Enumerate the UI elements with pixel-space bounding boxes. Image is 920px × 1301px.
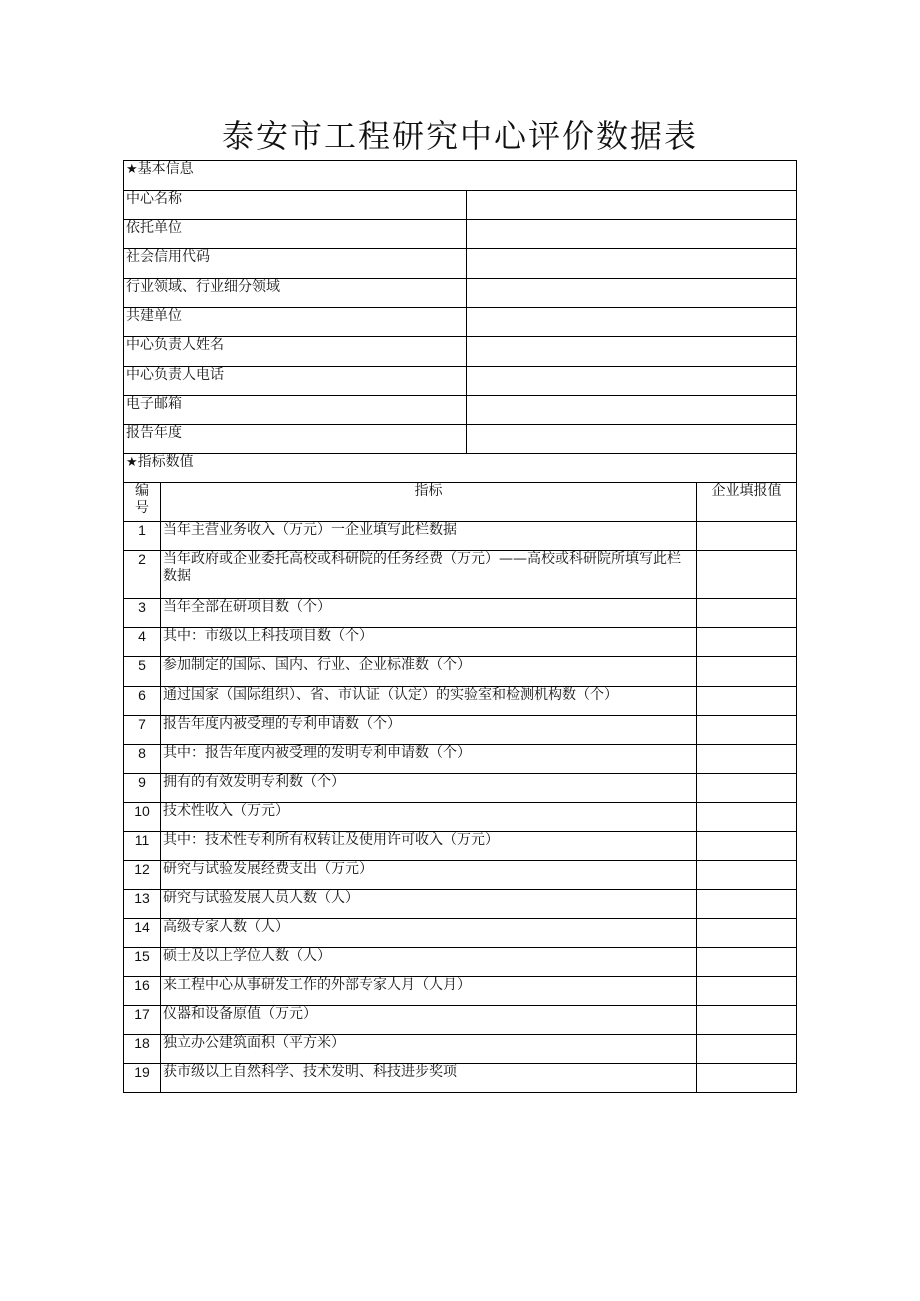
indicator-section-row — [124, 454, 797, 483]
basic-field-row — [124, 425, 797, 454]
basic-info-section-label: 基本信息 — [137, 161, 194, 177]
indicator-name: 参加制定的国际、国内、行业、企业标准数（个） — [161, 657, 697, 687]
number-column-header — [124, 483, 161, 522]
indicator-name: 当年主营业务收入（万元）一企业填写此栏数据 — [161, 522, 697, 551]
indicator-value-input[interactable] — [697, 977, 797, 1006]
indicator-row — [124, 551, 797, 599]
basic-field-label: 依托单位 — [124, 220, 467, 249]
indicator-name: 其中：市级以上科技项目数（个） — [161, 628, 697, 657]
page-title: 泰安市工程研究中心评价数据表 — [221, 117, 698, 155]
indicator-section-label: 指标数值 — [137, 454, 194, 470]
basic-field-label: 行业领域、行业细分领域 — [124, 279, 467, 308]
indicator-value-input[interactable] — [697, 803, 797, 832]
basic-field-row — [124, 367, 797, 396]
indicator-number: 1 — [124, 522, 161, 551]
basic-field-row — [124, 191, 797, 220]
indicator-number: 2 — [124, 551, 161, 599]
indicator-number: 16 — [124, 977, 161, 1006]
number-header-line2: 号 — [135, 500, 149, 516]
indicator-row — [124, 657, 797, 687]
basic-field-label: 中心负责人姓名 — [124, 337, 467, 367]
indicator-number: 4 — [124, 628, 161, 657]
indicator-name: 获市级以上自然科学、技术发明、科技进步奖项 — [161, 1064, 697, 1093]
basic-field-value-input[interactable] — [467, 249, 797, 279]
indicator-number: 6 — [124, 687, 161, 716]
basic-field-label: 中心负责人电话 — [124, 367, 467, 396]
indicator-row — [124, 948, 797, 977]
basic-field-value-input[interactable] — [467, 308, 797, 337]
basic-field-row — [124, 308, 797, 337]
indicator-name: 通过国家（国际组织）、省、市认证（认定）的实验室和检测机构数（个） — [161, 687, 697, 716]
basic-field-row — [124, 249, 797, 279]
indicator-row — [124, 803, 797, 832]
indicator-value-input[interactable] — [697, 948, 797, 977]
indicator-row — [124, 890, 797, 919]
indicator-value-input[interactable] — [697, 551, 797, 599]
indicator-row — [124, 977, 797, 1006]
indicator-value-input[interactable] — [697, 745, 797, 774]
indicator-name: 报告年度内被受理的专利申请数（个） — [161, 716, 697, 745]
indicator-name: 当年全部在研项目数（个） — [161, 599, 697, 628]
indicator-number: 9 — [124, 774, 161, 803]
indicator-name: 技术性收入（万元） — [161, 803, 697, 832]
indicator-section-header — [124, 454, 797, 483]
indicator-name: 硕士及以上学位人数（人） — [161, 948, 697, 977]
basic-field-row — [124, 220, 797, 249]
indicator-value-input[interactable] — [697, 1064, 797, 1093]
indicator-number: 17 — [124, 1006, 161, 1035]
indicator-name: 来工程中心从事研发工作的外部专家人月（人月） — [161, 977, 697, 1006]
basic-field-value-input[interactable] — [467, 279, 797, 308]
indicator-number: 12 — [124, 861, 161, 890]
basic-field-value-input[interactable] — [467, 337, 797, 367]
indicator-value-input[interactable] — [697, 687, 797, 716]
basic-field-label: 电子邮箱 — [124, 396, 467, 425]
indicator-row — [124, 687, 797, 716]
indicator-row — [124, 919, 797, 948]
indicator-number: 5 — [124, 657, 161, 687]
basic-info-section-row — [124, 161, 797, 191]
indicator-number: 13 — [124, 890, 161, 919]
indicator-row — [124, 861, 797, 890]
indicator-row — [124, 716, 797, 745]
basic-field-value-input[interactable] — [467, 396, 797, 425]
indicator-value-input[interactable] — [697, 890, 797, 919]
indicator-value-input[interactable] — [697, 599, 797, 628]
basic-info-section-header — [124, 161, 797, 191]
basic-field-row — [124, 396, 797, 425]
basic-field-label: 共建单位 — [124, 308, 467, 337]
basic-field-row — [124, 279, 797, 308]
evaluation-form-table — [123, 160, 797, 1093]
indicator-value-input[interactable] — [697, 522, 797, 551]
indicator-value-input[interactable] — [697, 657, 797, 687]
indicator-number: 11 — [124, 832, 161, 861]
indicator-value-input[interactable] — [697, 832, 797, 861]
indicator-number: 15 — [124, 948, 161, 977]
basic-field-label: 报告年度 — [124, 425, 467, 454]
indicator-number: 8 — [124, 745, 161, 774]
indicator-row — [124, 522, 797, 551]
indicator-number: 19 — [124, 1064, 161, 1093]
indicator-row — [124, 745, 797, 774]
indicator-name: 其中：技术性专利所有权转让及使用许可收入（万元） — [161, 832, 697, 861]
basic-field-value-input[interactable] — [467, 425, 797, 454]
indicator-name: 高级专家人数（人） — [161, 919, 697, 948]
indicator-name: 当年政府或企业委托高校或科研院的任务经费（万元）——高校或科研院所填写此栏数据 — [161, 551, 697, 599]
indicator-name: 仪器和设备原值（万元） — [161, 1006, 697, 1035]
indicator-value-input[interactable] — [697, 774, 797, 803]
basic-field-value-input[interactable] — [467, 191, 797, 220]
basic-field-value-input[interactable] — [467, 220, 797, 249]
indicator-value-input[interactable] — [697, 861, 797, 890]
basic-field-label: 中心名称 — [124, 191, 467, 220]
indicator-row — [124, 628, 797, 657]
indicator-value-input[interactable] — [697, 1006, 797, 1035]
basic-field-value-input[interactable] — [467, 367, 797, 396]
indicator-value-input[interactable] — [697, 628, 797, 657]
indicator-value-input[interactable] — [697, 919, 797, 948]
indicator-value-input[interactable] — [697, 1035, 797, 1064]
number-header-line1: 编 — [135, 483, 149, 499]
indicator-number: 3 — [124, 599, 161, 628]
indicator-row — [124, 599, 797, 628]
indicator-number: 14 — [124, 919, 161, 948]
star-icon: ★ — [126, 162, 138, 177]
indicator-name: 其中：报告年度内被受理的发明专利申请数（个） — [161, 745, 697, 774]
indicator-row — [124, 1006, 797, 1035]
indicator-row — [124, 774, 797, 803]
basic-field-label: 社会信用代码 — [124, 249, 467, 279]
indicator-row — [124, 1035, 797, 1064]
indicator-number: 10 — [124, 803, 161, 832]
indicator-name: 独立办公建筑面积（平方米） — [161, 1035, 697, 1064]
basic-field-row — [124, 337, 797, 367]
indicator-row — [124, 1064, 797, 1093]
indicator-value-input[interactable] — [697, 716, 797, 745]
indicator-name: 拥有的有效发明专利数（个） — [161, 774, 697, 803]
indicator-name: 研究与试验发展人员人数（人） — [161, 890, 697, 919]
indicator-row — [124, 832, 797, 861]
indicator-name: 研究与试验发展经费支出（万元） — [161, 861, 697, 890]
indicator-column-header: 指标 — [161, 483, 697, 522]
indicator-header-row — [124, 483, 797, 522]
star-icon: ★ — [126, 455, 138, 470]
indicator-number: 18 — [124, 1035, 161, 1064]
indicator-number: 7 — [124, 716, 161, 745]
value-column-header: 企业填报值 — [697, 483, 797, 522]
